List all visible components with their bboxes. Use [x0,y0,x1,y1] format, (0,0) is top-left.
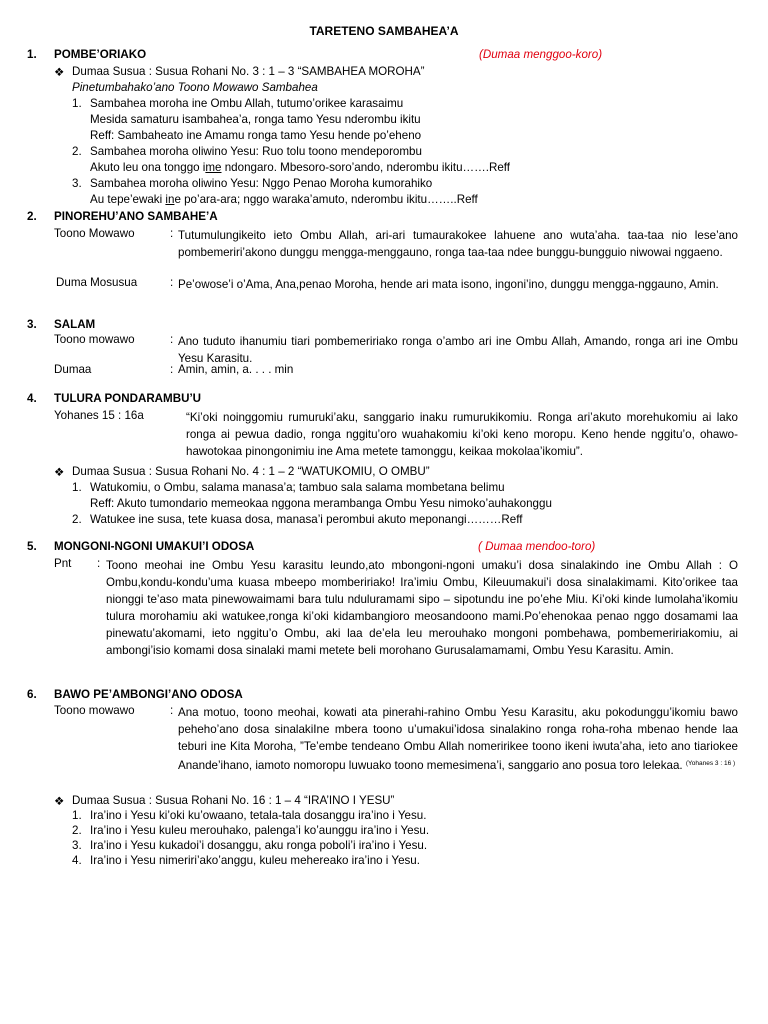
section-heading: SALAM [54,318,96,331]
list-number: 2. [72,824,82,837]
prayer-text: Toono meohai ine Ombu Yesu karasitu leundo,ato mbongoni-ngoni umaku’i dosa sinalakindo ine Ombu Allah : O Ombu,kondu-kondu’uma kuasa mbeepo mombeririako! Ira’imiu Ombu, Kileuumakui’i dosa sinalakimami. Kito’orikee taa nionggi te’aso mata pinewowaimami bara tulu nduluramami sipo – sipotundu ine po’ehe Miu. Ki’oki kinde lumolaha’ikomiu tulura morohamiu aki watukee,ronga ki’oki kidambangioro meosandoono mami.Po’ehenokaa penao nggo dosamami laa pinewatu’akomami, ieto nggitu’o Ombu, aki laa de’ela leu merouhako mongoni pombehawa, pombemeririakomiu, ai ambongi’isio komami dosa sinalaki mami metete beli morohano Gurusalamamami, Ombu Yesu Karasitu. Amin. [106,559,738,657]
colon: : [170,276,174,289]
scripture-text: “Ki’oki noinggomiu rumuruki’aku, sanggario inaku rumurukikomiu. Ronga ari’akuto morehukomiu ai lako ronga ai pewua dadio, ronga nggitu’oro wuahakomiu ki’oki keno moropu. Keno hende nggitu’o, ohawo-hawotokaa pinongonimiu ine Ama metete tamonggu, keikaa mokolaa’ikomiu”. [186,411,738,458]
liturgy-text: Amin, amin, a. . . . min [178,363,294,376]
section-heading: MONGONI-NGONI UMAKUI’I ODOSA [54,540,255,553]
verse-line: Ira’ino i Yesu ki’oki ku’owaano, tetala-tala dosanggu ira’ino i Yesu. [90,809,427,822]
role-label: Duma Mosusua [56,276,138,289]
verse-line: Mesida samaturu isambahea’a, ronga tamo Yesu nderombu ikitu [90,113,421,126]
section-number: 5. [27,540,37,553]
role-label: Toono mowawo [54,333,135,346]
colon: : [170,227,174,240]
section-heading: TULURA PONDARAMBU’U [54,392,202,405]
section-number: 1. [27,48,37,61]
section-number: 6. [27,688,37,701]
absolution-text: Ana motuo, toono meohai, kowati ata pinerahi-rahino Ombu Yesu Karasitu, aku pokodunggu’ikomiu bawo peheho’ano dosa sinalakiIne mbera toono u’umakui’idosa sinalakino ronga roha-roha mbenao hende laa teburi ine Kita Moroha, ”Te’embe tendeano Ombu Allah nomeririkee toono ikeni iwuta’aha, ieto ano tiariokee Anande’ihano, iamoto nomoropu luwuako toono memesimena’i, sanggario ano posua toro lelekaa. $^{(Yohanes 3 : 16 )}$ [178,706,738,772]
verse-line: Ira’ino i Yesu kukadoi’i dosanggu, aku ronga poboli’i ira’ino i Yesu. [90,839,428,852]
verse-line: Sambahea moroha oliwino Yesu: Nggo Penao Moroha kumorahiko [90,177,433,190]
instruction-note: (Dumaa menggoo-koro) [479,48,603,61]
list-number: 2. [72,513,82,526]
section-number: 3. [27,318,37,331]
section-heading: POMBE’ORIAKO [54,48,147,61]
verse-line: Watukee ine susa, tete kuasa dosa, manasa’i perombui akuto meponangi………Reff [90,513,523,526]
list-number: 1. [72,481,82,494]
liturgy-text: Ano tuduto ihanumiu tiari pombemeririako ronga o’ambo ari ine Ombu Allah, Amando, ronga ari ine Ombu Yesu Karasitu. [178,335,738,365]
list-number: 1. [72,97,82,110]
section-heading: BAWO PE’AMBONGI’ANO ODOSA [54,688,243,701]
list-number: 3. [72,177,82,190]
list-number: 4. [72,854,82,867]
verse-line: Reff: Akuto tumondario memeokaa nggona merambanga Ombu Yesu nimoko’auhakonggu [90,497,552,510]
scripture-reference: Yohanes 15 : 16a [54,409,144,422]
diamond-bullet-icon: ❖ [54,466,65,479]
sub-heading: Pinetumbahako’ano Toono Mowawo Sambahea [72,81,318,94]
scripture-reference: (Yohanes 3 : 16 ) [685,760,736,767]
list-number: 1. [72,809,82,822]
colon: : [170,704,174,717]
instruction-note: ( Dumaa mendoo-toro) [478,540,596,553]
verse-line: Sambahea moroha oliwino Yesu: Ruo tolu toono mendeporombu [90,145,422,158]
hymn-line: Dumaa Susua : Susua Rohani No. 3 : 1 – 3 “SAMBAHEA MOROHA” [72,65,425,78]
diamond-bullet-icon: ❖ [54,795,65,808]
diamond-bullet-icon: ❖ [54,66,65,79]
hymn-line: Dumaa Susua : Susua Rohani No. 16 : 1 – 4 “IRA’INO I YESU” [72,794,395,807]
colon: : [170,363,174,376]
verse-line: Ira’ino i Yesu kuleu merouhako, palenga’i ko’aunggu ira’ino i Yesu. [90,824,430,837]
verse-line: Reff: Sambaheato ine Amamu ronga tamo Yesu hende po’eheno [90,129,422,142]
role-label: Toono Mowawo [54,227,135,240]
document-title: TARETENO SAMBAHEA’A [309,24,459,38]
hymn-line: Dumaa Susua : Susua Rohani No. 4 : 1 – 2 “WATUKOMIU, O OMBU” [72,465,430,478]
section-number: 2. [27,210,37,223]
role-label: Toono mowawo [54,704,135,717]
verse-line: Akuto leu ona tonggo ime ndongaro. Mbesoro-soro’ando, nderombu ikitu…….Reff [90,161,510,174]
list-number: 2. [72,145,82,158]
liturgy-text: Tutumulungikeito ieto Ombu Allah, ari-ari tumaurakokee lahuene ano wuta’aha. taa-taa nio lese’ano pombemeriri’akono dunggu mengga-menggauno, ronga taa-taa ndee bunggu-bungguio niwowai nggaeno. [178,229,738,259]
role-label: Pnt [54,557,72,570]
verse-line: Watukomiu, o Ombu, salama manasa’a; tambuo sala salama mombetana belimu [90,481,505,494]
liturgy-text: Pe’owose’i o’Ama, Ana,penao Moroha, hende ari mata isono, ingoni’ino, dunggu mengga-nggauno, Amin. [178,278,719,291]
verse-line: Au tepe’ewaki ine po’ara-ara; nggo waraka’amuto, nderombu ikitu……..Reff [90,193,478,206]
role-label: Dumaa [54,363,92,376]
section-number: 4. [27,392,37,405]
list-number: 3. [72,839,82,852]
verse-line: Sambahea moroha ine Ombu Allah, tutumo’orikee karasaimu [90,97,404,110]
verse-line: Ira’ino i Yesu nimeriri’ako’anggu, kuleu mehereako ira’ino i Yesu. [90,854,420,867]
colon: : [170,333,174,346]
colon: : [97,557,101,570]
section-heading: PINOREHU’ANO SAMBAHE’A [54,210,218,223]
